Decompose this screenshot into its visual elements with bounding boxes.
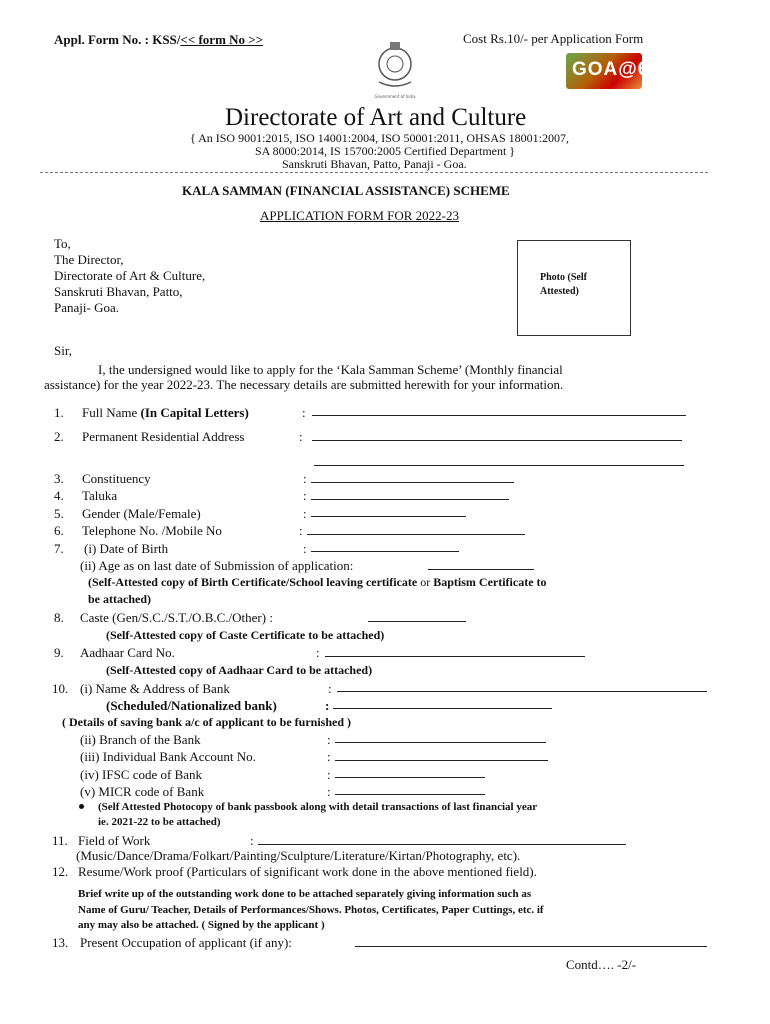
ifsc-input[interactable] [335,777,485,778]
colon: : [302,405,306,420]
colon: : [325,698,330,713]
photo-box[interactable] [517,240,631,336]
passbook-note-1: (Self Attested Photocopy of bank passbook along with detail transactions of last financial year [98,801,538,813]
colon: : [316,645,320,660]
resume-note-2: Name of Guru/ Teacher, Details of Performances/Shows. Photos, Certificates, Paper Cuttings, etc. if [78,904,544,916]
taluka-label: Taluka [82,488,118,503]
form-year-title: APPLICATION FORM FOR 2022-23 [260,208,459,223]
birth-note-or: or [417,575,434,589]
gender-input[interactable] [311,516,466,517]
colon: : [327,767,331,782]
occupation-input[interactable] [355,946,707,947]
dob-input[interactable] [311,551,459,552]
field-number: 9. [54,645,64,660]
field-of-work-input[interactable] [258,844,626,845]
addressee-line: Sanskruti Bhavan, Patto, [54,284,183,299]
field-of-work-label: Field of Work [78,833,151,848]
addressee-line: Directorate of Art & Culture, [54,268,206,283]
salutation: Sir, [54,343,72,358]
colon: : [303,541,307,556]
branch-label: (ii) Branch of the Bank [80,732,201,747]
occupation-label: Present Occupation of applicant (if any): [80,935,292,950]
scheme-title: KALA SAMMAN (FINANCIAL ASSISTANCE) SCHEME [182,183,510,198]
state-emblem-icon [371,38,419,100]
gender-label: Gender (Male/Female) [82,506,201,521]
field-number: 11. [52,833,68,848]
telephone-input[interactable] [307,534,525,535]
telephone-label: Telephone No. /Mobile No [82,523,222,538]
bank-type-input[interactable] [333,708,552,709]
iso-line-2: SA 8000:2014, IS 15700:2005 Certified Department } [255,144,516,158]
birth-note-part: (Self-Attested copy of Birth Certificate/School leaving certificate [88,575,418,589]
org-title: Directorate of Art and Culture [225,104,527,131]
colon: : [303,506,307,521]
birth-certificate-note [88,575,547,590]
resume-note-1: Brief write up of the outstanding work done to be attached separately giving information such as [78,888,532,900]
full-name-hint: (In Capital Letters) [140,405,249,420]
branch-input[interactable] [335,742,546,743]
colon: : [327,732,331,747]
micr-label: (v) MICR code of Bank [80,784,205,799]
account-no-label: (iii) Individual Bank Account No. [80,749,256,764]
bank-name-label: (i) Name & Address of Bank [80,681,230,696]
full-name-text: Full Name [82,405,138,420]
resume-label: Resume/Work proof (Particulars of significant work done in the above mentioned field). [78,864,537,879]
resume-note-3: any may also be attached. ( Signed by the applicant ) [78,919,325,931]
micr-input[interactable] [335,794,485,795]
aadhaar-note: (Self-Attested copy of Aadhaar Card to be attached) [106,663,373,677]
appl-form-no [54,32,263,48]
bank-type-label: (Scheduled/Nationalized bank) [106,698,277,713]
birth-certificate-note-end: be attached) [88,592,151,606]
bank-details-note: ( Details of saving bank a/c of applicant to be furnished ) [62,715,352,729]
bullet-icon [79,804,84,809]
age-input[interactable] [428,569,534,570]
field-number: 6. [54,523,64,538]
addressee-line: The Director, [54,252,124,267]
full-name-label [82,405,249,421]
age-label: (ii) Age as on last date of Submission of application: [80,558,354,573]
passbook-note-2: ie. 2021-22 to be attached) [98,816,221,828]
field-number: 3. [54,471,64,486]
field-number: 1. [54,405,64,420]
field-of-work-options: (Music/Dance/Drama/Folkart/Painting/Sculpture/Literature/Kirtan/Photography, etc). [76,848,521,863]
appl-prefix: Appl. Form No. : KSS/ [54,32,181,47]
colon: : [299,523,303,538]
photo-label: Photo (Self Attested) [540,272,587,297]
ifsc-label: (iv) IFSC code of Bank [80,767,203,782]
header-divider [40,172,708,173]
taluka-input[interactable] [311,499,509,500]
field-number: 7. [54,541,64,556]
caste-note: (Self-Attested copy of Caste Certificate to be attached) [106,628,385,642]
colon: : [328,681,332,696]
field-number: 8. [54,610,64,625]
colon: : [299,429,303,444]
intro-line-1: I, the undersigned would like to apply for the ‘Kala Samman Scheme’ (Monthly financial [98,362,563,377]
addressee-line: To, [54,236,71,251]
dob-label: (i) Date of Birth [84,541,169,556]
form-no-value: << form No >> [180,32,264,47]
birth-note-part: Baptism Certificate to [433,575,547,589]
full-name-input[interactable] [312,415,686,416]
colon: : [303,471,307,486]
field-number: 10. [52,681,69,696]
field-number: 4. [54,488,64,503]
svg-text:Government of India: Government of India [374,94,416,99]
logo-text: GOA@60 [572,59,661,80]
aadhaar-input[interactable] [325,656,585,657]
account-no-input[interactable] [335,760,548,761]
caste-label: Caste (Gen/S.C./S.T./O.B.C./Other) : [80,610,273,625]
colon: : [303,488,307,503]
address-input-line-2[interactable] [314,465,684,466]
cost-text: Cost Rs.10/- per Application Form [463,31,644,46]
iso-line-1: { An ISO 9001:2015, ISO 14001:2004, ISO 50001:2011, OHSAS 18001:2007, [190,131,570,145]
address-input-line-1[interactable] [312,440,682,441]
org-address: Sanskruti Bhavan, Patto, Panaji - Goa. [282,157,467,171]
continued-footer: Contd…. -2/- [566,957,637,972]
addressee-line: Panaji- Goa. [54,300,119,315]
goa-at-60-logo [566,53,661,89]
aadhaar-label: Aadhaar Card No. [80,645,175,660]
constituency-input[interactable] [311,482,514,483]
field-number: 5. [54,506,64,521]
bank-name-input[interactable] [337,691,707,692]
colon: : [327,784,331,799]
field-number: 13. [52,935,69,950]
address-label: Permanent Residential Address [82,429,245,444]
field-number: 12. [52,864,69,879]
field-number: 2. [54,429,64,444]
colon: : [250,833,254,848]
caste-input[interactable] [368,621,466,622]
constituency-label: Constituency [82,471,151,486]
intro-line-2: assistance) for the year 2022-23. The necessary details are submitted herewith for your information. [44,377,564,392]
colon: : [327,749,331,764]
